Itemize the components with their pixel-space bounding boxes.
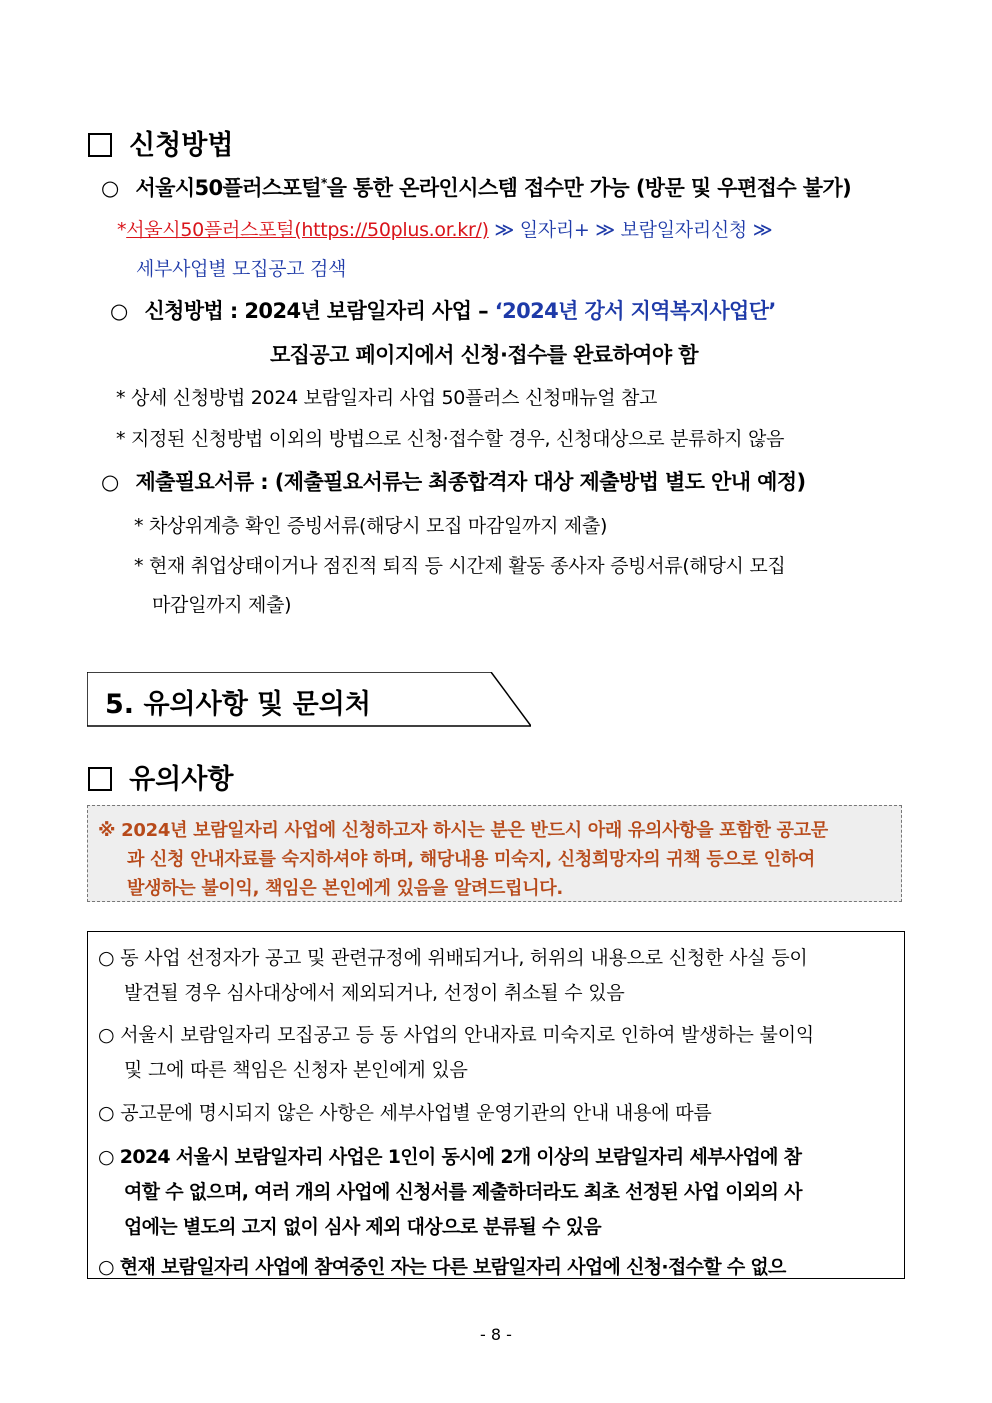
bullet-circle-icon: ○ [110,299,128,323]
bullet-circle-icon: ○ [101,470,119,494]
rule-4-line-2: 여할 수 없으며, 여러 개의 사업에 신청서를 제출하더라도 최초 선정된 사업 이외의 사 [124,1181,802,1203]
rule-3-line-1: ○ 공고문에 명시되지 않은 사항은 세부사업별 운영기관의 안내 내용에 따름 [98,1102,712,1124]
rule-2-line-1: ○ 서울시 보람일자리 모집공고 등 동 사업의 안내자료 미숙지로 인하여 발생하는 불이익 [98,1024,815,1046]
portal-path: ≫ 일자리+ ≫ 보람일자리신청 ≫ [488,219,773,241]
required-docs-text: 제출필요서류 : (제출필요서류는 최종합격자 대상 제출방법 별도 안내 예정) [135,470,806,494]
section-title-text: 유의사항 [129,764,234,795]
bullet-circle-icon: ○ [101,176,119,200]
doc-item-1: * 차상위계층 확인 증빙서류(해당시 모집 마감일까지 제출) [134,515,608,537]
rule-5-line-1: ○ 현재 보람일자리 사업에 참여중인 자는 다른 보람일자리 사업에 신청·접수할 수 없으 [98,1256,786,1278]
doc-item-2-line2: 마감일까지 제출) [152,594,292,616]
section-title-text: 신청방법 [129,130,234,161]
section-heading-text: 5. 유의사항 및 문의처 [105,689,371,720]
notice-line-1: ※ 2024년 보람일자리 사업에 신청하고자 하시는 분은 반드시 아래 유의사항을 포함한 공고문 [98,820,828,841]
rule-1-line-2: 발견될 경우 심사대상에서 제외되거나, 선정이 취소될 수 있음 [124,982,625,1004]
note-prefix: * [117,219,127,241]
note-manual: * 상세 신청방법 2024 보람일자리 사업 50플러스 신청매뉴얼 참고 [116,387,658,409]
rule-2-line-2: 및 그에 따른 책임은 신청자 본인에게 있음 [124,1059,468,1081]
notice-box [87,805,902,902]
rules-box [87,931,905,1279]
apply-method-text: 신청방법 : 2024년 보람일자리 사업 – [144,299,495,323]
rule-4-line-3: 업에는 별도의 고지 없이 심사 제외 대상으로 분류될 수 있음 [124,1216,601,1238]
doc-item-2: * 현재 취업상태이거나 점진적 퇴직 등 시간제 활동 종사자 증빙서류(해당시 모집 [134,555,786,577]
bullet-online-only [101,172,851,202]
section-title-notes [88,757,233,796]
section-title-apply [88,123,233,162]
rule-4-line-1: ○ 2024 서울시 보람일자리 사업은 1인이 동시에 2개 이상의 보람일자리 세부사업에 참 [98,1146,802,1168]
checkbox-icon [88,767,112,791]
portal-path-line2: 세부사업별 모집공고 검색 [136,258,347,280]
footnote-marker: * [320,176,327,190]
notice-line-3: 발생하는 불이익, 책임은 본인에게 있음을 알려드립니다. [127,878,563,899]
checkbox-icon [88,133,112,157]
bullet-text-b: 을 통한 온라인시스템 접수만 가능 (방문 및 우편접수 불가) [326,176,852,200]
portal-link-note [117,215,772,242]
rule-1-line-1: ○ 동 사업 선정자가 공고 및 관련규정에 위배되거나, 허위의 내용으로 신청한 사실 등이 [98,947,808,969]
section-heading-5 [87,672,531,728]
page-number: - 8 - [480,1325,512,1344]
apply-method-line2: 모집공고 페이지에서 신청·접수를 완료하여야 함 [270,343,698,367]
bullet-required-docs [101,466,806,496]
bullet-text-a: 서울시50플러스포털 [135,176,321,200]
bullet-apply-method [110,295,776,325]
note-other-method: * 지정된 신청방법 이외의 방법으로 신청·접수할 경우, 신청대상으로 분류하지 않음 [116,428,785,450]
notice-line-2: 과 신청 안내자료를 숙지하셔야 하며, 해당내용 미숙지, 신청희망자의 귀책 등으로 인하여 [127,849,815,870]
apply-method-highlight: ‘2024년 강서 지역복지사업단’ [494,299,776,323]
portal-link[interactable]: 서울시50플러스포털(https://50plus.or.kr/) [126,219,489,241]
